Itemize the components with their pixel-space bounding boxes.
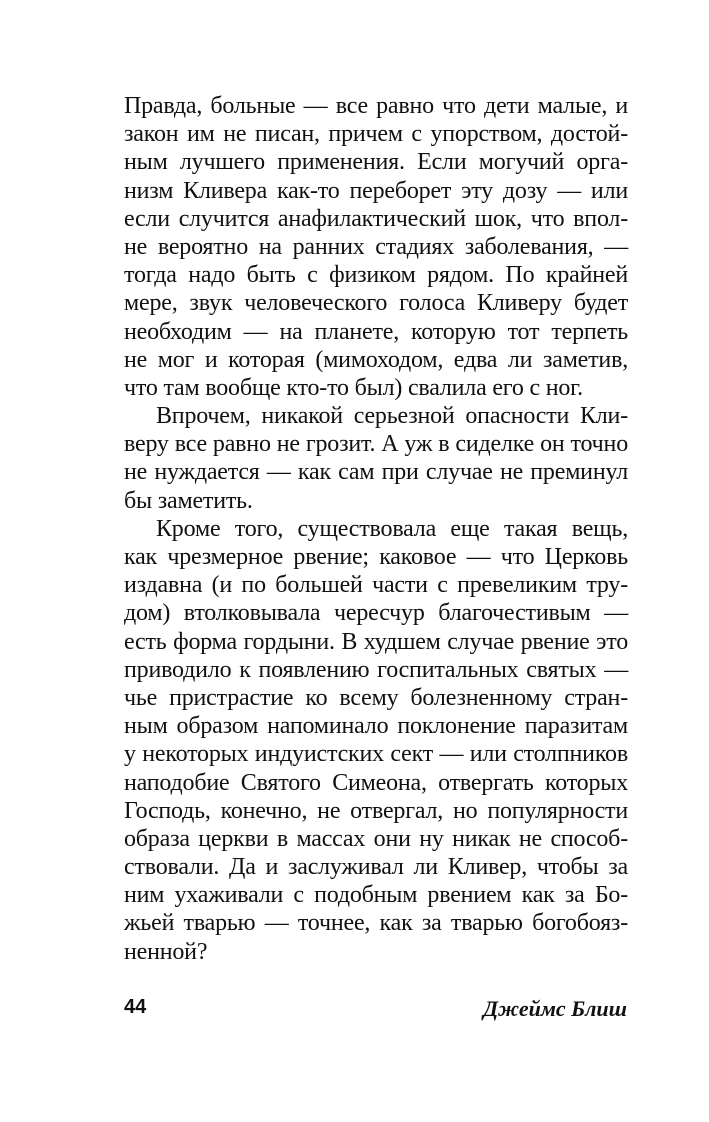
text-line: Господь, конечно, не отвергал, но популярности — [124, 797, 628, 824]
text-line: ным образом напоминало поклонение паразитам — [124, 713, 628, 740]
text-line: есть форма гордыни. В худшем случае рвение это — [124, 628, 628, 655]
text-line: ным лучшего применения. Если могучий орга- — [124, 149, 628, 176]
text-line: мере, звук человеческого голоса Кливеру будет — [124, 290, 628, 317]
text-line: необходим — на планете, которую тот терпеть — [124, 318, 628, 345]
text-line: Правда, больные — все равно что дети малые, и — [124, 93, 628, 119]
text-line: что там вообще кто-то был) свалила его с ног. — [124, 374, 583, 401]
body-text — [124, 92, 628, 966]
paragraph — [124, 92, 628, 402]
text-line: у некоторых индуистских сект — или столпников — [124, 741, 628, 768]
text-line: закон им не писан, причем с упорством, достой- — [124, 121, 628, 148]
text-line: образа церкви в массах они ну никак не способ- — [124, 825, 628, 852]
text-line: если случится анафилактический шок, что впол- — [124, 205, 628, 232]
running-footer-author: Джеймс Блиш — [483, 996, 627, 1021]
text-line: Кроме того, существовала еще такая вещь, — [156, 515, 628, 542]
text-line: приводило к появлению госпитальных святых — — [124, 656, 628, 683]
text-line: низм Кливера как-то переборет эту дозу — или — [124, 177, 628, 204]
text-line: ствовали. Да и заслуживал ли Кливер, чтобы за — [124, 854, 628, 881]
text-line: тогда надо быть с физиком рядом. По крайней — [124, 262, 628, 289]
text-line: не мог и которая (мимоходом, едва ли заметив, — [124, 346, 628, 373]
text-line: ненной? — [124, 938, 208, 965]
text-line: не вероятно на ранних стадиях заболевания, — — [124, 233, 628, 260]
text-line: ним ухаживали с подобным рвением как за Бо- — [124, 882, 628, 909]
text-line: Впрочем, никакой серьезной опасности Кли- — [156, 403, 628, 430]
text-line: дом) втолковывала чересчур благочестивым — — [124, 600, 628, 627]
page-number: 44 — [124, 996, 147, 1018]
text-line: как чрезмерное рвение; каковое — что Церковь — [124, 544, 628, 570]
text-line: бы заметить. — [124, 487, 253, 514]
text-line: наподобие Святого Симеона, отвергать которых — [124, 769, 628, 796]
text-line: веру все равно не грозит. А уж в сиделке он точно — [124, 431, 628, 458]
text-line: жьей тварью — точнее, как за тварью богобояз- — [124, 910, 628, 937]
text-line: чье пристрастие ко всему болезненному стран- — [124, 684, 628, 711]
paragraph — [124, 515, 628, 966]
text-line: издавна (и по большей части с превеликим тру- — [124, 572, 628, 599]
text-line: не нуждается — как сам при случае не преминул — [124, 459, 628, 486]
paragraph — [124, 402, 628, 515]
